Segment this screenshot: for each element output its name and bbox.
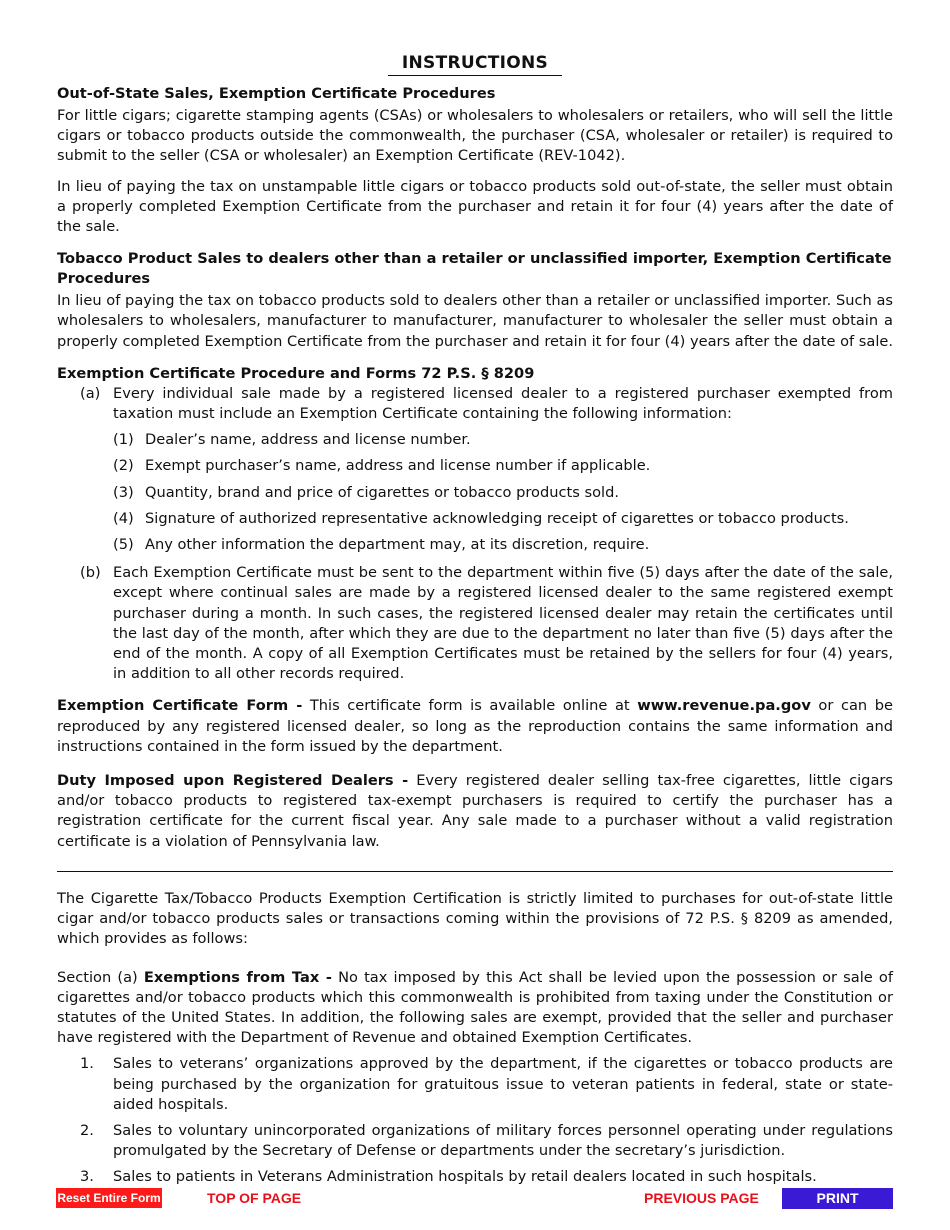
- list-item-text: Any other information the department may, at its discretion, require.: [145, 536, 650, 554]
- list-marker: (4): [113, 509, 134, 527]
- section-heading-tobacco-dealers: Tobacco Product Sales to dealers other than a retailer or unclassified importer, Exemption Certificate Procedures: [57, 250, 892, 288]
- list-item-text: Quantity, brand and price of cigarettes or tobacco products sold.: [145, 483, 619, 501]
- procedure-item-b: [57, 563, 893, 684]
- top-of-page-link[interactable]: TOP OF PAGE: [207, 1190, 302, 1206]
- section-a-paragraph: [57, 968, 893, 1049]
- paragraph-text: No tax imposed by this Act shall be levied upon the possession or sale of cigarettes and/or tobacco products which this commonwealth is prohibited from taxing under the Constitution or statutes of the United States. In addition, the following sales are exempt, provided that the seller and purchaser have registered with the Department of Revenue and obtained Exemption Certificates.: [57, 968, 893, 1047]
- exemption-form-paragraph: [57, 696, 893, 757]
- list-item: [57, 430, 893, 450]
- list-marker: (1): [113, 431, 134, 449]
- paragraph-text: This certificate form is available online at: [302, 697, 638, 715]
- list-item-text: Each Exemption Certificate must be sent to the department within five (5) days after the date of the sale, except where continual sales are made by a registered licensed dealer to the same registered exempt purchaser during a month. In such cases, the registered licensed dealer may retain the certificates until the last day of the month, after which they are due to the department no later than five (5) days after the end of the month. A copy of all Exemption Certificates must be retained by the sellers for four (4) years, in addition to all other records required.: [113, 564, 893, 683]
- list-item-text: Exempt purchaser’s name, address and license number if applicable.: [145, 457, 651, 475]
- list-item: [57, 535, 893, 555]
- page-title: INSTRUCTIONS: [388, 52, 562, 76]
- list-marker: (3): [113, 483, 134, 501]
- paragraph-lead: Exemptions from Tax -: [143, 968, 332, 986]
- list-marker: (b): [80, 564, 101, 582]
- procedure-item-a: [57, 384, 893, 424]
- instructions-content: [57, 52, 893, 1188]
- list-item-text: Sales to voluntary unincorporated organizations of military forces personnel operating under regulations promulgated by the Secretary of Defense or departments under the secretary’s jurisdiction.: [113, 1121, 893, 1160]
- list-item-text: Dealer’s name, address and license number.: [145, 431, 471, 449]
- section-divider: [57, 871, 893, 872]
- duty-paragraph: [57, 771, 893, 852]
- print-button[interactable]: PRINT: [782, 1188, 893, 1209]
- tobacco-dealers-paragraph: In lieu of paying the tax on tobacco products sold to dealers other than a retailer or unclassified importer. Such as wholesalers to wholesalers, manufacturer to manufacturer, manufacturer to wholesaler the seller must obtain a properly completed Exemption Certificate from the purchaser and retain it for four (4) years after the date of sale.: [57, 292, 894, 350]
- list-item-text: Sales to veterans’ organizations approved by the department, if the cigarettes or tobacco products are being purchased by the organization for gratuitous issue to veteran patients in federal, state or state-aided hospitals.: [113, 1055, 893, 1113]
- title-wrap: [57, 52, 893, 78]
- paragraph-text: Every registered dealer selling tax-free cigarettes, little cigars and/or tobacco products to registered tax-exempt purchasers is required to certify the purchaser has a registration certificate for the current fiscal year. Any sale made to a purchaser without a valid registration certificate is a violation of Pennsylvania law.: [57, 772, 893, 850]
- paragraph-lead: Exemption Certificate Form -: [57, 697, 303, 715]
- list-marker: (2): [113, 457, 134, 475]
- section-heading-procedure: Exemption Certificate Procedure and Forms 72 P.S. § 8209: [57, 364, 535, 382]
- paragraph-text: or can be reproduced by any registered licensed dealer, so long as the reproduction contains the same information and instructions contained in the form issued by the department.: [57, 697, 893, 755]
- list-item: [57, 1167, 893, 1187]
- list-marker: 3.: [80, 1168, 94, 1186]
- limits-paragraph: The Cigarette Tax/Tobacco Products Exemption Certification is strictly limited to purchases for out-of-state little cigar and/or tobacco products sales or transactions coming within the provisions of 72 P.S. § 8209 as amended, which provides as follows:: [57, 889, 893, 948]
- list-item-text: Signature of authorized representative acknowledging receipt of cigarettes or tobacco products.: [145, 509, 849, 527]
- reset-form-button[interactable]: Reset Entire Form: [56, 1188, 162, 1208]
- out-of-state-paragraph-2: In lieu of paying the tax on unstampable little cigars or tobacco products sold out-of-state, the seller must obtain a properly completed Exemption Certificate from the purchaser and retain it for four (4) years after the date of the sale.: [57, 177, 893, 236]
- list-marker: (5): [113, 536, 134, 554]
- paragraph-lead: Duty Imposed upon Registered Dealers -: [57, 772, 409, 790]
- revenue-url: www.revenue.pa.gov: [637, 697, 811, 715]
- section-heading-out-of-state: Out-of-State Sales, Exemption Certificate Procedures: [57, 85, 496, 102]
- list-marker: 2.: [80, 1121, 94, 1139]
- list-marker: 1.: [80, 1055, 94, 1073]
- out-of-state-paragraph-1: For little cigars; cigarette stamping agents (CSAs) or wholesalers to wholesalers or retailers, who will sell the little cigars or tobacco products outside the commonwealth, the purchaser (CSA, wholesaler or retailer) is required to submit to the seller (CSA or wholesaler) an Exemption Certificate (REV-1042).: [57, 107, 893, 165]
- list-item-text: Sales to patients in Veterans Administration hospitals by retail dealers located in such hospitals.: [113, 1168, 817, 1186]
- section-prefix: Section (a): [57, 968, 144, 986]
- list-item: [57, 1054, 893, 1115]
- list-item: [57, 456, 893, 476]
- list-marker: (a): [80, 384, 101, 402]
- list-item: [57, 483, 893, 503]
- list-item: [57, 509, 893, 529]
- list-item-text: Every individual sale made by a registered licensed dealer to a registered purchaser exempted from taxation must include an Exemption Certificate containing the following information:: [113, 384, 893, 423]
- previous-page-link[interactable]: PREVIOUS PAGE: [644, 1190, 759, 1206]
- list-item: [57, 1121, 893, 1161]
